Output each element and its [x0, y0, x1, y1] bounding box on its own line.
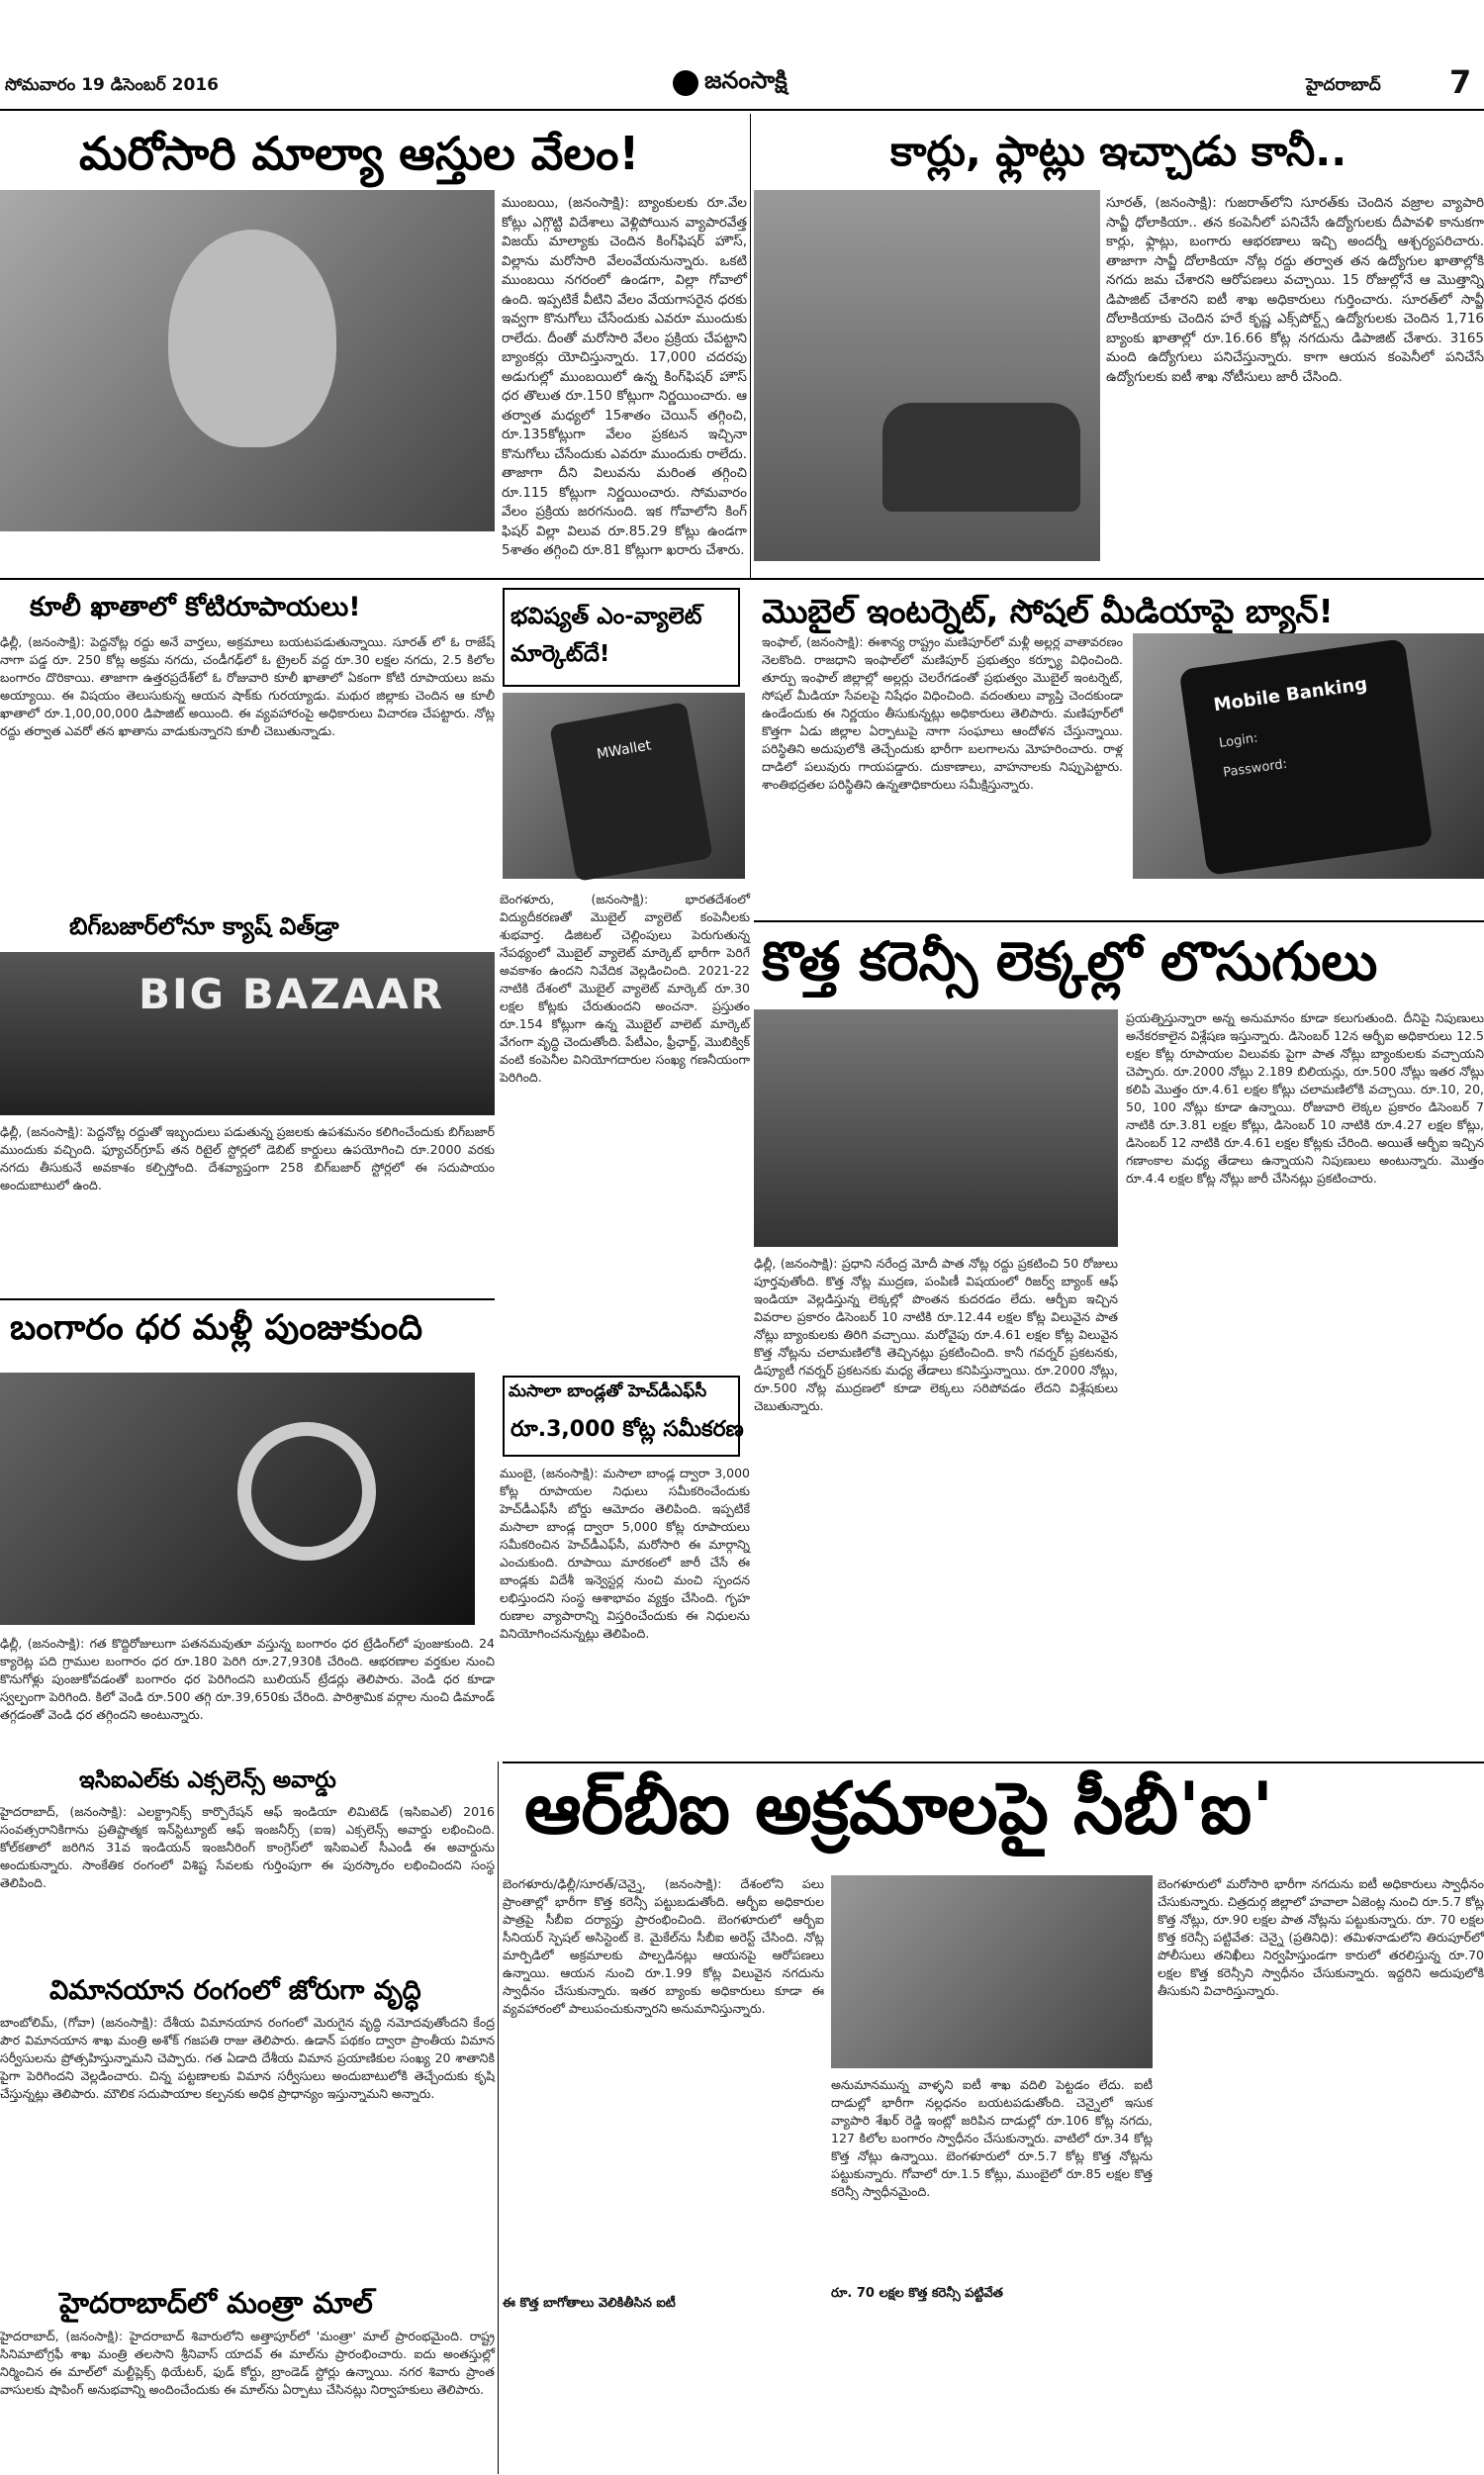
headline-mallya: మరోసారి మాల్యా ఆస్తుల వేలం! [79, 127, 640, 180]
body-hdfc: ముంబై, (జనంసాక్షి): మసాలా బాండ్ల ద్వారా 3,000 కోట్ల రూపాయల నిధులు సమీకరించేందుకు హెచ్‌డీఎఫ్‌సీ బోర్డు ఆమోదం తెలిపింది. ఇప్పటికే మసాలా బాండ్ల ద్వారా 5,000 కోట్ల రూపాయలు సమీకరించిన హెచ్‌డీఎఫ్‌సీ, మరోసారి ఈ మార్గాన్ని ఎంచుకుంది. రూపాయి మారకంలో జారీ చేసే ఈ బాండ్లకు విదేశీ ఇన్వెస్టర్ల నుంచి మంచి స్పందన లభిస్తుందని సంస్థ ఆశాభావం వ్యక్తం చేసింది. గృహ రుణాల వ్యాపారాన్ని విస్తరించేందుకు ఈ నిధులను వినియోగించనున్నట్లు తెలిపింది. [500, 1466, 750, 1641]
body-new-currency-left: ఢిల్లీ, (జనంసాక్షి): ప్రధాని నరేంద్ర మోదీ పాత నోట్ల రద్దు ప్రకటించి 50 రోజులు పూర్తవుతోంది. కొత్త నోట్ల ముద్రణ, పంపిణీ విషయంలో రిజర్వ్ బ్యాంక్ ఆఫ్ ఇండియా వెల్లడిస్తున్న లెక్కల్లో పొంతన కుదరడం లేదు. ఆర్బీఐ ఇచ్చిన వివరాల ప్రకారం డిసెంబర్ 10 నాటికి రూ.12.44 లక్షల కోట్ల విలువైన పాత నోట్లు బ్యాంకులకు తిరిగి వచ్చాయి. మరోవైపు రూ.4.61 లక్షల కోట్ల విలువైన కొత్త నోట్లను చలామణిలోకి తెచ్చినట్లు ప్రకటించింది. కానీ గవర్నర్ ప్రకటనకు, డిప్యూటీ గవర్నర్ ప్రకటనకు మధ్య తేడాలు కనిపిస్తున్నాయి. రూ.2000 నోట్లు, రూ.500 నోట్ల ముద్రణలో కూడా లెక్కలు సరిపోవడం లేదని విశ్లేషకులు చెబుతున్నారు. [754, 1256, 1118, 1413]
headline-bigbazaar: బిగ్‌బజార్‌లోనూ క్యాష్ విత్‌డ్రా [69, 912, 339, 940]
bigbazaar-sign: BIG BAZAAR [139, 970, 445, 1018]
body-rbi-cbi-3: బెంగళూరులో మరోసారి భారీగా నగదును ఐటీ అధికారులు స్వాధీనం చేసుకున్నారు. చిత్రదుర్గ జిల్లాలో హవాలా ఏజెంట్ల నుంచి రూ.5.7 కోట్ల కొత్త నోట్లు, రూ.90 లక్షల పాత నోట్లను పట్టుకున్నారు. రూ. 70 లక్షల కొత్త కరెన్సీ పట్టివేత: చెన్నై (ప్రతినిధి): తమిళనాడులోని తిరుపూర్‌లో పోలీసులు తనిఖీలు నిర్వహిస్తుండగా కారులో తరలిస్తున్న రూ.70 లక్షల కొత్త కరెన్సీని స్వాధీనం చేసుకున్నారు. ఇద్దరిని అదుపులోకి తీసుకుని విచారిస్తున్నారు. [1158, 1876, 1484, 1998]
photo-rbi-raid [831, 1875, 1153, 2068]
body-aviation: బాంబోలిమ్, (గోవా) (జనంసాక్షి): దేశీయ విమానయాన రంగంలో మెరుగైన వృద్ధి నమోదవుతోందని కేంద్ర పౌర విమానయాన శాఖ మంత్రి అశోక్ గజపతి రాజు తెలిపారు. ఉడాన్ పథకం ద్వారా ప్రాంతీయ విమాన సర్వీసులను ప్రోత్సహిస్తున్నామని చెప్పారు. గత ఏడాది దేశీయ విమాన ప్రయాణికుల సంఖ్య 20 శాతానికి పైగా పెరిగిందని వెల్లడించారు. చిన్న పట్టణాలకు విమాన సర్వీసులు అందుబాటులోకి తెచ్చేందుకు కృషి చేస్తున్నట్లు తెలిపారు. మౌలిక సదుపాయాల కల్పనకు అధిక ప్రాధాన్యం ఇస్తున్నామని అన్నారు. [0, 2015, 495, 2101]
section-rule-4 [503, 1761, 1484, 1763]
masthead-city: హైదరాబాద్ [1306, 75, 1381, 95]
page-number: 7 [1449, 63, 1472, 101]
body-mallya: ముంబయి, (జనంసాక్షి): బ్యాంకులకు రూ.వేల కోట్లు ఎగ్గొట్టి విదేశాలు వెళ్లిపోయిన వ్యాపారవేత్త విజయ్ మాల్యాకు చెందిన కింగ్‌ఫిషర్ హౌస్, విల్లాను మరోసారి వేలంవేయనున్నారు. ఒకటి ముంబయి నగరంలో ఉండగా, విల్లా గోవాలో ఉంది. ఇప్పటికే వీటిని వేలం వేయగాసరైన ధరకు ఇవ్వగా కొనుగోలు చేసేందుకు ఎవరూ ముందుకు రాలేదు. దీంతో మరోసారి వేలం ప్రక్రియ చేపట్టాని బ్యాంకర్లు యోచిస్తున్నారు. 17,000 చదరపు అడుగుల్లో ముంబయిలో ఉన్న కింగ్‌ఫిషర్ హౌస్ ధర తొలుత రూ.150 కోట్లుగా నిర్ణయించారు. ఆ తర్వాత మధ్యలో 15శాతం చెయిన్ తగ్గించి, రూ.135కోట్లుగా వేలం ప్రకటన ఇచ్చినా కొనుగోలు చేసేందుకు ఎవరూ ముందుకు రాలేదు. తాజాగా దీని విలువను మరింత తగ్గించి రూ.115 కోట్లుగా నిర్ణయించారు. సోమవారం వేలం ప్రక్రియ జరగనుంది. ఇక గోవాలోని కింగ్ ఫిషర్ విల్లా విలువ రూ.85.29 కోట్లు ఉండగా 5శాతం తగ్గించి రూ.81 కోట్లుగా ఖరారు చేశారు. [502, 195, 747, 558]
logo-icon [673, 70, 698, 96]
section-rule [0, 578, 1484, 580]
password-label: Password: [1222, 756, 1288, 781]
headline-mantra: హైదరాబాద్‌లో మంత్రా మాల్ [59, 2286, 373, 2320]
headline-mwallet: భవిష్యత్ ఎం-వ్యాలెట్ మార్కెట్‌దే! [510, 604, 702, 667]
headline-isil: ఇసిఐఎల్‌కు ఎక్సలెన్స్ అవార్డు [79, 1767, 336, 1793]
body-rbi-cbi-2: అనుమానమున్న వాళ్ళని ఐటీ శాఖ వదిలి పెట్టడం లేదు. ఐటీ దాడుల్లో భారీగా నల్లధనం బయటపడుతోంది. చెన్నైలో ఇసుక వ్యాపారి శేఖర్ రెడ్డి ఇంట్లో జరిపిన దాడుల్లో రూ.106 కోట్ల నగదు, 127 కిలోల బంగారం స్వాధీనం చేసుకున్నారు. వాటిలో రూ.34 కోట్ల కొత్త నోట్లు ఉన్నాయి. బెంగళూరులో రూ.5.7 కోట్ల కొత్త నోట్లను పట్టుకున్నారు. గోవాలో రూ.1.5 కోట్లు, ముంబైలో రూ.85 లక్షల కొత్త కరెన్సీ స్వాధీనమైంది. [831, 2077, 1153, 2199]
body-rbi-cbi-1: బెంగళూరు/ఢిల్లీ/సూరత్/చెన్నై, (జనంసాక్షి): దేశంలోని పలు ప్రాంతాల్లో భారీగా కొత్త కరెన్సీ పట్టుబడుతోంది. ఆర్బీఐ అధికారుల పాత్రపై సీబీఐ దర్యాప్తు ప్రారంభించింది. బెంగళూరులో ఆర్బీఐ సీనియర్ స్పెషల్ అసిస్టెంట్ కె. మైకేల్‌ను సీబీఐ అరెస్ట్ చేసింది. నోట్ల మార్పిడిలో అక్రమాలకు పాల్పడినట్లు ఆయనపై ఆరోపణలు ఉన్నాయి. ఆయన నుంచి రూ.1.99 కోట్ల విలువైన నగదును స్వాధీనం చేసుకున్నారు. ఇతర బ్యాంకు అధికారులు కూడా ఈ వ్యవహారంలో పాలుపంచుకున్నారని అనుమానిస్తున్నారు. [503, 1876, 824, 2016]
body-mantra: హైదరాబాద్, (జనంసాక్షి): హైదరాబాద్ శివారులోని అత్తాపూర్‌లో 'మంత్రా' మాల్ ప్రారంభమైంది. రాష్ట్ర సినిమాటోగ్రఫీ శాఖ మంత్రి తలసాని శ్రీనివాస్ యాదవ్ ఈ మాల్‌ను ప్రారంభించారు. ఐదు అంతస్తుల్లో నిర్మించిన ఈ మాల్‌లో మల్టీప్లెక్స్ థియేటర్, ఫుడ్ కోర్టు, బ్రాండెడ్ స్టోర్లు ఉన్నాయి. నగర శివారు ప్రాంత వాసులకు షాపింగ్ అనుభవాన్ని అందించేందుకు ఈ మాల్‌ను ఏర్పాటు చేసినట్లు నిర్వాహకులు తెలిపారు. [0, 2329, 495, 2397]
body-bigbazaar: ఢిల్లీ, (జనంసాక్షి): పెద్దనోట్ల రద్దుతో ఇబ్బందులు పడుతున్న ప్రజలకు ఉపశమనం కలిగించేందుకు బిగ్‌బజార్ ముందుకు వచ్చింది. ఫ్యూచర్‌గ్రూప్ తన రిటైల్ స్టోర్లలో డెబిట్ కార్డులు ఉపయోగించి రూ.2000 వరకు నగదు తీసుకునే అవకాశం కల్పిస్తోంది. దేశవ్యాప్తంగా 258 బిగ్‌బజార్ స్టోర్లలో ఈ సదుపాయం అందుబాటులో ఉంది. [0, 1124, 495, 1192]
headline-new-currency: కొత్త కరెన్సీ లెక్కల్లో లొసుగులు [762, 930, 1378, 993]
hdfc-box [503, 1376, 744, 1457]
subhead-rbi-2: రూ. 70 లక్షల కొత్త కరెన్సీ పట్టివేత [831, 2286, 1003, 2301]
section-rule-3 [754, 920, 1484, 922]
body-cars: సూరత్, (జనంసాక్షి): గుజరాత్‌లోని సూరత్‌కు చెందిన వజ్రాల వ్యాపారి సావ్జీ ధోలాకియా.. తన కంపెనీలో పనిచేసే ఉద్యోగులకు దీపావళి కానుకగా కార్లు, ఫ్లాట్లు, బంగారు ఆభరణాలు ఇచ్చి అందర్నీ ఆశ్చర్యపరిచారు. తాజాగా సావ్జీ దోలాకియా నోట్ల రద్దు తర్వాత తన ఉద్యోగుల ఖాతాల్లోకి నగదు జమ చేశారని ఆరోపణలు వచ్చాయి. 15 రోజుల్లోనే ఆ మొత్తాన్ని డిపాజిట్ చేశారని ఐటీ శాఖ అధికారులు గుర్తించారు. సూరత్‌లో సావ్జీ దోలాకియాకు చెందిన హరే కృష్ణ ఎక్స్‌పోర్ట్స్ ఉద్యోగులకు చెందిన 1,716 బ్యాంకు ఖాతాల్లో రూ.16.66 కోట్ల నగదును డిపాజిట్ చేశారు. 3165 మంది ఉద్యోగులు పనిచేస్తున్నారు. కాగా ఆయన కంపెనీలో పనిచేసే ఉద్యోగులకు ఐటీ శాఖ నోటీసులు జారీ చేసింది. [1106, 195, 1484, 385]
mwallet-label: MWallet [596, 737, 653, 763]
headline-mobile-ban: మొబైల్ ఇంటర్నెట్, సోషల్ మీడియాపై బ్యాన్! [762, 592, 1334, 630]
body-new-currency-right: ప్రయత్నిస్తున్నారా అన్న అనుమానం కూడా కలుగుతుంది. దీనిపై నిపుణులు అనేకరకాలైన విశ్లేషణ ఇస్తున్నారు. డిసెంబర్ 12న ఆర్బీఐ అధికారులు 12.5 లక్షల కోట్ల రూపాయల విలువకు పైగా పాత నోట్లు బ్యాంకులకు వచ్చాయని చెప్పారు. రూ.2000 నోట్లు 2.189 బిలియన్లు, రూ.500 నోట్లు ఇతర నోట్లు కలిపి మొత్తం రూ.4.61 లక్షల కోట్లు చలామణిలోకి వచ్చాయి. రూ.10, 20, 50, 100 నోట్లు కూడా ఉన్నాయి. రోజువారి లెక్కల ప్రకారం డిసెంబర్ 7 నాటికి రూ.3.81 లక్షల కోట్లు, డిసెంబర్ 10 నాటికి రూ.4.27 లక్షల కోట్లు, డిసెంబర్ 12 నాటికి రూ.4.61 లక్షల కోట్లకు చేరింది. అయితే ఆర్బీఐ ఇచ్చిన గణాంకాల మధ్య తేడాలు ఉన్నాయని నిపుణులు అంటున్నారు. మొత్తం రూ.4.4 లక్షల కోట్ల నోట్లు జారీ చేసినట్లు ప్రకటించారు. [1126, 1010, 1484, 1186]
masthead [0, 0, 1484, 119]
paper-logo [673, 63, 788, 103]
car-shape [882, 403, 1080, 512]
bangle-shape [237, 1422, 376, 1561]
headline-cars: కార్లు, ఫ్లాట్లు ఇచ్చాడు కానీ.. [890, 127, 1347, 175]
headline-gold: బంగారం ధర మళ్లీ పుంజుకుంది [10, 1308, 423, 1348]
section-rule-2 [0, 1298, 495, 1300]
body-isil: హైదరాబాద్, (జనంసాక్షి): ఎలక్ట్రానిక్స్ కార్పొరేషన్ ఆఫ్ ఇండియా లిమిటెడ్ (ఇసిఐఎల్) 2016 సంవత్సరానికిగాను ప్రతిష్టాత్మక ఇన్‌స్టిట్యూట్ ఆఫ్ ఇంజనీర్స్ (ఐఇ) ఎక్సలెన్స్ అవార్డు లభించింది. కోల్‌కతాలో జరిగిన 31వ ఇండియన్ ఇంజనీరింగ్ కాంగ్రెస్‌లో ఇసిఐఎల్ సీఎండీ ఈ అవార్డును అందుకున్నారు. సాంకేతిక రంగంలో విశిష్ట సేవలకు గుర్తింపుగా ఈ పురస్కారం లభించిందని సంస్థ తెలిపింది. [0, 1804, 495, 1890]
column-divider [750, 114, 751, 579]
mobile-banking-title: Mobile Banking [1212, 673, 1369, 716]
photo-mobile-banking [1133, 633, 1484, 879]
face-shape [168, 230, 336, 447]
phone-screen [1179, 638, 1434, 876]
photo-bank-queue [754, 1009, 1118, 1247]
phone-shape [549, 702, 713, 882]
body-mobile-ban: ఇంఫాల్, (జనంసాక్షి): ఈశాన్య రాష్ట్రం మణిపూర్‌లో మళ్లీ అల్లర్ల వాతావరణం నెలకొంది. రాజధాని ఇంఫాల్‌లో మణిపూర్ ప్రభుత్వం కర్ఫ్యూ విధించింది. తూర్పు ఇంఫాల్ జిల్లాల్లో అల్లర్లు చెలరేగడంతో ప్రభుత్వం మొబైల్ ఇంటర్నెట్, సోషల్ మీడియా సేవలపై నిషేధం విధించింది. వదంతులు వ్యాప్తి చెందకుండా ఉండేందుకు ఈ నిర్ణయం తీసుకున్నట్లు అధికారులు తెలిపారు. మణిపూర్‌లో కొత్తగా ఏడు జిల్లాల ఏర్పాటుపై నాగా సంఘాలు ఆందోళన చేస్తున్నాయి. పరిస్థితిని అదుపులోకి తెచ్చేందుకు భారీగా బలగాలను మోహరించారు. రాళ్ల దాడిలో పలువురు గాయపడ్డారు. దుకాణాలు, వాహనాలకు నిప్పుపెట్టారు. శాంతిభద్రతల పరిస్థితిని ఉన్నతాధికారులు సమీక్షిస్తున్నారు. [762, 634, 1123, 792]
photo-bigbazaar [0, 952, 495, 1115]
headline-rbi-cbi: ఆర్‌బీఐ అక్రమాలపై సీబీ'ఐ' [524, 1766, 1274, 1850]
photo-gold [0, 1373, 475, 1625]
masthead-date: సోమవారం 19 డిసెంబర్ 2016 [5, 75, 219, 95]
headline-coolie: కూలీ ఖాతాలో కోటిరూపాయలు! [30, 592, 361, 622]
headline-aviation: విమానయాన రంగంలో జోరుగా వృద్ధి [49, 1975, 421, 2006]
mwallet-box [503, 588, 740, 687]
photo-cars [754, 190, 1100, 561]
masthead-rule [0, 109, 1484, 111]
paper-name: జనంసాక్షి [704, 66, 788, 94]
photo-mallya [0, 190, 495, 531]
photo-mwallet [503, 693, 745, 879]
subhead-rbi-1: ఈ కొత్త బాగోతాలు వెలికితీసిన ఐటీ [503, 2296, 676, 2311]
login-label: Login: [1218, 730, 1259, 752]
headline-hdfc: మసాలా బాండ్లతో హెచ్‌డీఎఫ్‌సీ [509, 1381, 707, 1401]
column-divider-left [498, 1761, 499, 2474]
body-gold: ఢిల్లీ, (జనంసాక్షి): గత కొద్దిరోజులుగా పతనమవుతూ వస్తున్న బంగారం ధర ట్రేడింగ్‌లో పుంజుకుంది. 24 క్యారెట్ల పది గ్రాముల బంగారం ధర రూ.180 పెరిగి రూ.27,930కి చేరింది. ఆభరణాల వర్తకుల నుంచి కొనుగోళ్లు పుంజుకోవడంతో బంగారం ధర పెరిగిందని బులియన్ ట్రేడర్లు తెలిపారు. వెండి ధర కూడా స్వల్పంగా పెరిగింది. కిలో వెండి రూ.500 తగ్గి రూ.39,650కు చేరింది. పారిశ్రామిక వర్గాల నుంచి డిమాండ్ తగ్గడంతో వెండి ధర తగ్గిందని అంటున్నారు. [0, 1636, 495, 1722]
body-coolie: ఢిల్లీ, (జనంసాక్షి): పెద్దనోట్ల రద్దు అనే వార్తలు, అక్రమాలు బయటపడుతున్నాయి. సూరత్ లో ఓ రాజేష్ నాగా పడ్డ రూ. 250 కోట్ల అక్రమ నగదు, చండీగఢ్‌లో ఓ ట్రైలర్ వద్ద రూ.30 లక్షల నగదు, 2.5 కిలోల బంగారం దొరికాయి. తాజాగా ఉత్తరప్రదేశ్‌లో ఓ రోజువారి కూలీ ఖాతాలో ఏకంగా కోటి రూపాయలు జమ అయ్యాయి. ఈ విషయం తెలుసుకున్న ఆయన షాక్‌కు గురయ్యాడు. మథుర జిల్లాకు చెందిన ఆ కూలీ ఖాతాలో రూ.1,00,00,000 డిపాజిట్ అయింది. ఈ వ్యవహారంపై అధికారులు విచారణ చేపట్టారు. నోట్ల రద్దు తర్వాత ఎవరో తన ఖాతాను వాడుకున్నారని కూలీ చెబుతున్నాడు. [0, 634, 495, 738]
body-mwallet: బెంగళూరు, (జనంసాక్షి): భారతదేశంలో విద్యుదీకరణతో మొబైల్ వ్యాలెట్ కంపెనీలకు శుభవార్త. డిజిటల్ చెల్లింపులు పెరుగుతున్న నేపథ్యంలో మొబైల్ వ్యాలెట్ మార్కెట్ భారీగా పెరిగే అవకాశం ఉందని నివేదిక వెల్లడించింది. 2021-22 నాటికి దేశంలో మొబైల్ వ్యాలెట్ మార్కెట్ రూ.30 లక్షల కోట్లకు చేరుతుందని అంచనా. ప్రస్తుతం రూ.154 కోట్లుగా ఉన్న మొబైల్ వాలెట్ మార్కెట్ వేగంగా వృద్ధి చెందుతోంది. పేటీఎం, ఫ్రీఛార్జ్, మొబిక్విక్ వంటి కంపెనీల వినియోగదారుల సంఖ్య గణనీయంగా పెరిగింది. [500, 892, 750, 1085]
subhead-hdfc: రూ.3,000 కోట్ల సమీకరణ [510, 1417, 744, 1442]
